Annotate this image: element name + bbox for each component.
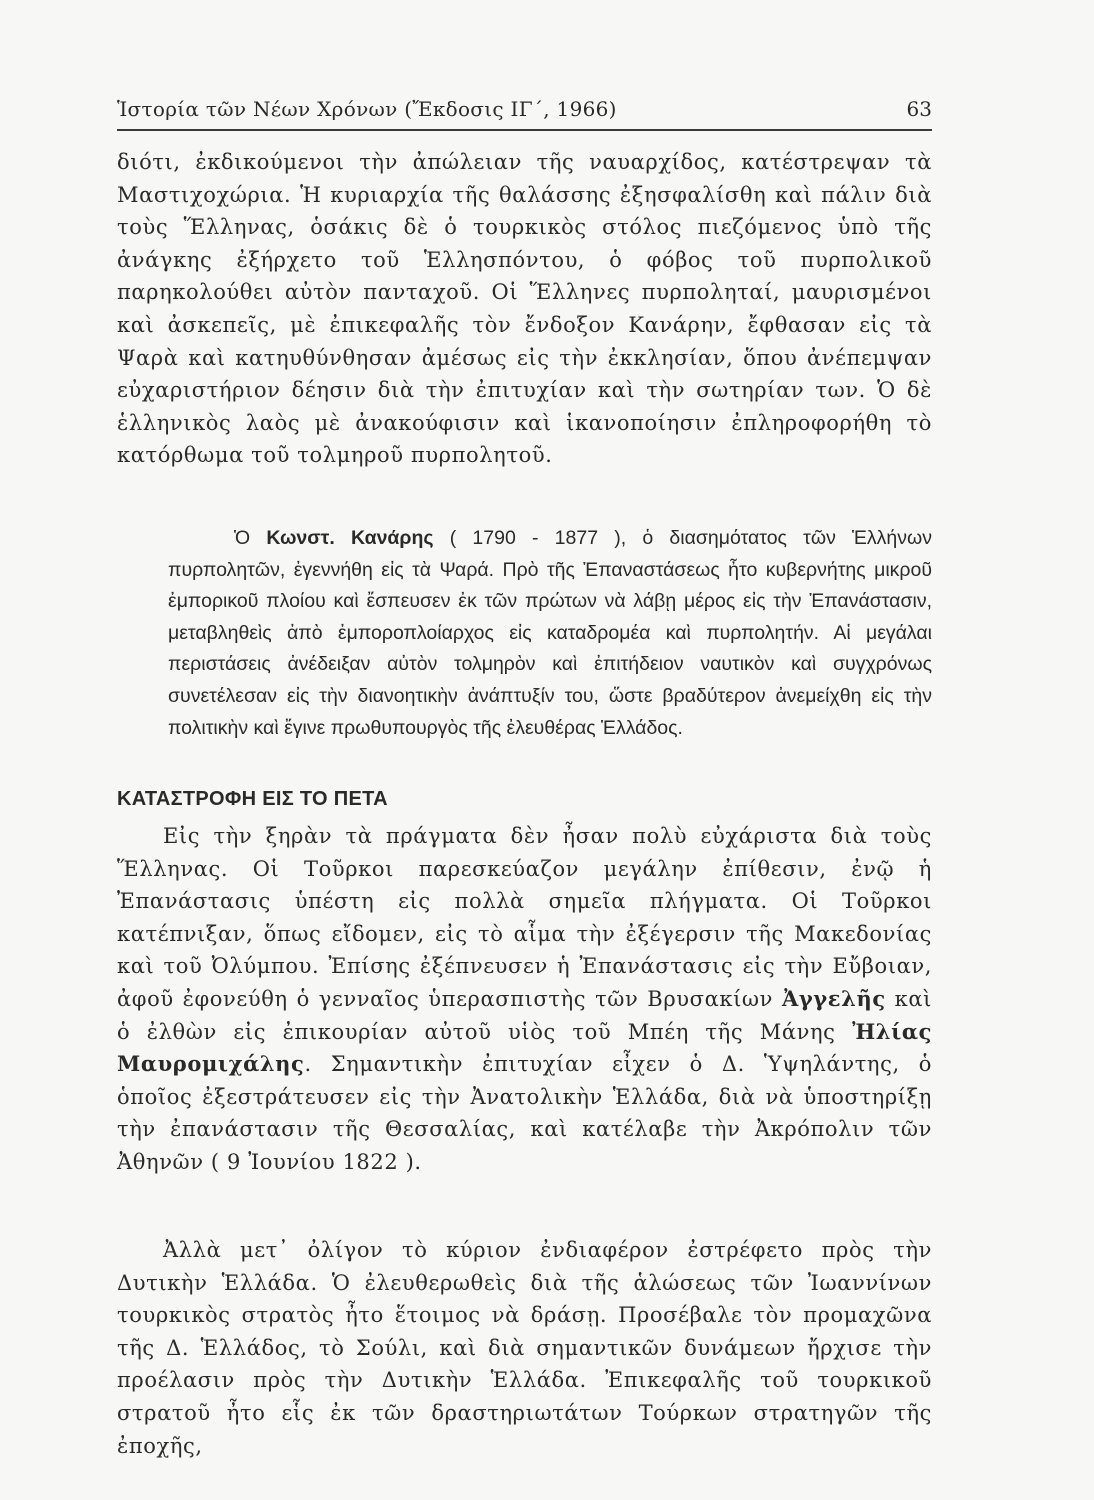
note-prefix: Ὁ bbox=[234, 527, 267, 549]
paragraph-2-part1: Εἰς τὴν ξηρὰν τὰ πράγματα δὲν ἦσαν πολὺ εὐχάριστα διὰ τοὺς Ἕλληνας. Οἱ Τοῦρκοι παρεσκεύαζον μεγάλην ἐπίθεσιν, ἐνῷ ἡ Ἐπανάστασις ὑπέστη εἰς πολλὰ σημεῖα πλήγματα. Οἱ Τοῦρκοι κατέπνιξαν, ὅπως εἴδομεν, εἰς τὸ αἷμα τὴν ἐξέγερσιν τῆς Μακεδονίας καὶ τοῦ Ὀλύμπου. Ἐπίσης ἐξέπνευσεν ἡ Ἐπανάστασις εἰς τὴν Εὔβοιαν, ἀφοῦ ἐφονεύθη ὁ γενναῖος ὑπερασπιστὴς τῶν Βρυσακίων bbox=[117, 824, 932, 1011]
note-name: Κωνστ. Κανάρης bbox=[266, 527, 434, 549]
paragraph-2 bbox=[117, 820, 932, 1179]
paragraph-3: Ἀλλὰ μετ᾽ ὀλίγον τὸ κύριον ἐνδιαφέρον ἐστρέφετο πρὸς τὴν Δυτικὴν Ἑλλάδα. Ὁ ἐλευθερωθεὶς διὰ τῆς ἁλώσεως τῶν Ἰωαννίνων τουρκικὸς στρατὸς ἦτο ἕτοιμος νὰ δράσῃ. Προσέβαλε τὸν προμαχῶνα τῆς Δ. Ἑλλάδος, τὸ Σούλι, καὶ διὰ σημαντικῶν δυνάμεων ἤρχισε τὴν προέλασιν πρὸς τὴν Δυτικὴν Ἑλλάδα. Ἐπικεφαλῆς τοῦ τουρκικοῦ στρατοῦ ἦτο εἷς ἐκ τῶν δραστηριωτάτων Τούρκων στρατηγῶν τῆς ἐποχῆς, bbox=[117, 1238, 932, 1458]
name-angelis: Ἀγγελῆς bbox=[781, 985, 886, 1011]
paragraph-2-part2: καὶ ὁ ἐλθὼν εἰς ἐπικουρίαν αὐτοῦ υἱὸς τοῦ Μπέη τῆς Μάνης bbox=[117, 986, 932, 1044]
name-mavromichalis: Ἠλίας Μαυρομιχάλης bbox=[117, 1018, 932, 1077]
header-title: Ἱστορία τῶν Νέων Χρόνων (Ἔκδοσις ΙΓ΄, 1966) bbox=[117, 97, 617, 121]
section-title: ΚΑΤΑΣΤΡΟΦΗ ΕΙΣ ΤΟ ΠΕΤΑ bbox=[117, 788, 388, 810]
page-number: 63 bbox=[906, 97, 932, 121]
note-text: ( 1790 - 1877 ), ὁ διασημότατος τῶν Ἑλλήνων πυρπολητῶν, ἐγεννήθη εἰς τὰ Ψαρά. Πρὸ τῆς Ἐπαναστάσεως ἦτο κυβερνήτης μικροῦ ἐμπορικοῦ πλοίου καὶ ἔσπευσεν ἐκ τῶν πρώτων νὰ λάβῃ μέρος εἰς τὴν Ἐπανάστασιν, μεταβληθεὶς ἀπὸ ἐμποροπλοίαρχος εἰς καταδρομέα καὶ πυρπολητήν. Αἱ μεγάλαι περιστάσεις ἀνέδειξαν αὐτὸν τολμηρὸν καὶ ἐπιτήδειον ναυτικὸν καὶ συγχρόνως συνετέλεσαν εἰς τὴν διανοητικὴν ἀνάπτυξίν του, ὥστε βραδύτερον ἀνεμείχθη εἰς τὴν πολιτικὴν καὶ ἔγινε πρωθυπουργὸς τῆς ἐλευθέρας Ἑλλάδος. bbox=[168, 527, 932, 739]
biography-note bbox=[168, 523, 932, 744]
running-header bbox=[117, 93, 932, 131]
paragraph-2-part3: . Σημαντικὴν ἐπιτυχίαν εἶχεν ὁ Δ. Ὑψηλάντης, ὁ ὁποῖος ἐξεστράτευσεν εἰς τὴν Ἀνατολικὴν Ἑλλάδα, διὰ νὰ ὑποστηρίξῃ τὴν ἐπανάστασιν τῆς Θεσσαλίας, καὶ κατέλαβε τὴν Ἀκρόπολιν τῶν Ἀθηνῶν ( 9 Ἰουνίου 1822 ). bbox=[117, 1052, 932, 1174]
paragraph-1: διότι, ἐκδικούμενοι τὴν ἀπώλειαν τῆς ναυαρχίδος, κατέστρεψαν τὰ Μαστιχοχώρια. Ἡ κυριαρχία τῆς θαλάσσης ἐξησφαλίσθη καὶ πάλιν διὰ τοὺς Ἕλληνας, ὁσάκις δὲ ὁ τουρκικὸς στόλος πιεζόμενος ὑπὸ τῆς ἀνάγκης ἐξήρχετο τοῦ Ἑλλησπόντου, ὁ φόβος τοῦ πυρπολικοῦ παρηκολούθει αὐτὸν πανταχοῦ. Οἱ Ἕλληνες πυρποληταί, μαυρισμένοι καὶ ἀσκεπεῖς, μὲ ἐπικεφαλῆς τὸν ἔνδοξον Κανάρην, ἔφθασαν εἰς τὰ Ψαρὰ καὶ κατηυθύνθησαν ἀμέσως εἰς τὴν ἐκκλησίαν, ὅπου ἀνέπεμψαν εὐχαριστήριον δέησιν διὰ τὴν ἐπιτυχίαν καὶ τὴν σωτηρίαν των. Ὁ δὲ ἑλληνικὸς λαὸς μὲ ἀνακούφισιν καὶ ἱκανοποίησιν ἐπληροφορήθη τὸ κατόρθωμα τοῦ τολμηροῦ πυρπολητοῦ. bbox=[117, 150, 932, 468]
